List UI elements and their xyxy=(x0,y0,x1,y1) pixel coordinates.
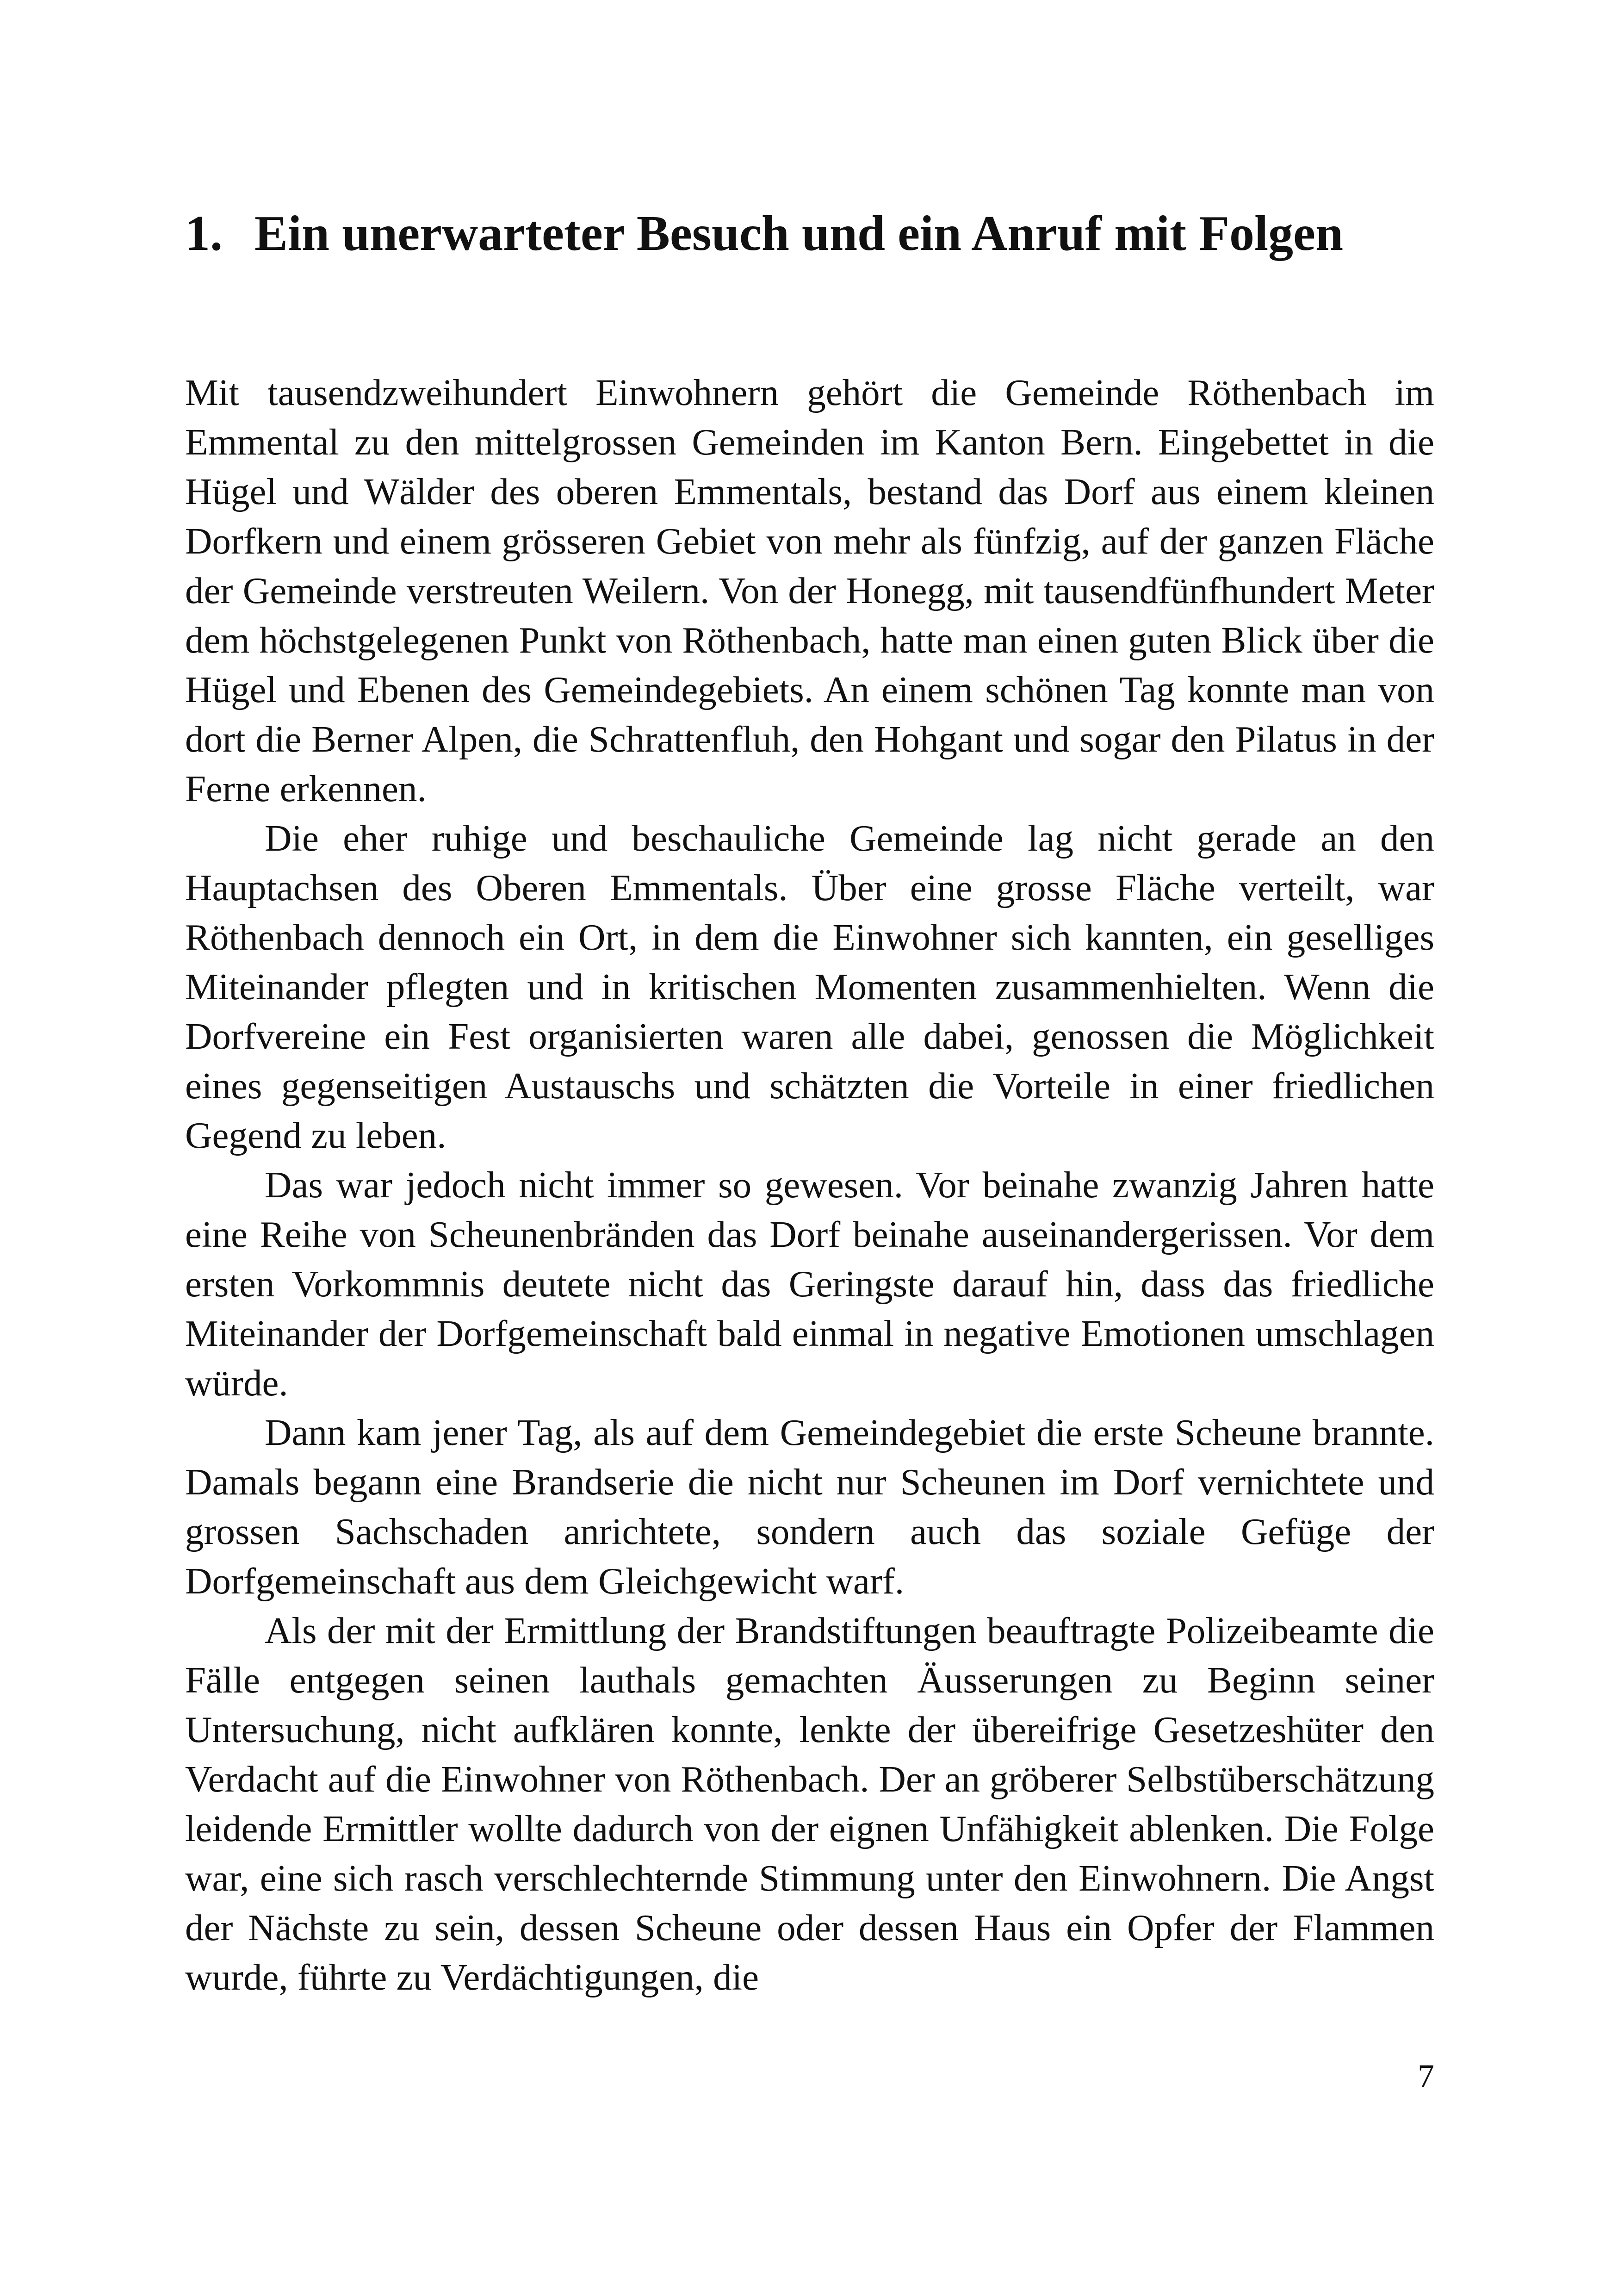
paragraph-1: Mit tausendzweihundert Einwohnern gehört die Gemeinde Röthenbach im Emmental zu den mittelgrossen Gemeinden im Kanton Bern. Eingebettet in die Hügel und Wälder des oberen Emmentals, bestand das Dorf aus einem kleinen Dorfkern und einem grösseren Gebiet von mehr als fünfzig, auf der ganzen Fläche der Gemeinde verstreuten Weilern. Von der Honegg, mit tausendfünfhundert Meter dem höchstgelegenen Punkt von Röthenbach, hatte man einen guten Blick über die Hügel und Ebenen des Gemeindegebiets. An einem schönen Tag konnte man von dort die Berner Alpen, die Schrattenfluh, den Hohgant und sogar den Pilatus in der Ferne erkennen. xyxy=(185,372,1434,809)
chapter-title: Ein unerwarteter Besuch und ein Anruf mit Folgen xyxy=(254,206,1344,261)
paragraph-2: Die eher ruhige und beschauliche Gemeinde lag nicht gerade an den Hauptachsen des Oberen Emmentals. Über eine grosse Fläche verteilt, war Röthenbach dennoch ein Ort, in dem die Einwohner sich kannten, ein geselliges Miteinander pflegten und in kritischen Momenten zusammenhielten. Wenn die Dorfvereine ein Fest organisierten waren alle dabei, genossen die Möglichkeit eines gegenseitigen Austauschs und schätzten die Vorteile in einer friedlichen Gegend zu leben. xyxy=(185,817,1434,1156)
paragraph-3: Das war jedoch nicht immer so gewesen. Vor beinahe zwanzig Jahren hatte eine Reihe von Scheunenbränden das Dorf beinahe auseinandergerissen. Vor dem ersten Vorkommnis deutete nicht das Geringste darauf hin, dass das friedliche Miteinander der Dorfgemeinschaft bald einmal in negative Emotionen umschlagen würde. xyxy=(185,1164,1434,1404)
chapter-heading xyxy=(185,204,1434,264)
body-text xyxy=(185,368,1434,2002)
paragraph-4: Dann kam jener Tag, als auf dem Gemeindegebiet die erste Scheune brannte. Damals begann eine Brandserie die nicht nur Scheunen im Dorf vernichtete und grossen Sachschaden anrichtete, sondern auch das soziale Gefüge der Dorfgemeinschaft aus dem Gleichgewicht warf. xyxy=(185,1412,1434,1602)
page-number: 7 xyxy=(1418,2058,1434,2095)
chapter-number: 1. xyxy=(185,206,223,261)
paragraph-5: Als der mit der Ermittlung der Brandstiftungen beauftragte Polizeibeamte die Fälle entgegen seinen lauthals gemachten Äusserungen zu Beginn seiner Untersuchung, nicht aufklären konnte, lenkte der übereifrige Gesetzeshüter den Verdacht auf die Einwohner von Röthenbach. Der an gröberer Selbstüberschätzung leidende Ermittler wollte dadurch von der eignen Unfähigkeit ablenken. Die Folge war, eine sich rasch verschlechternde Stimmung unter den Einwohnern. Die Angst der Nächste zu sein, dessen Scheune oder dessen Haus ein Opfer der Flammen wurde, führte zu Verdächtigungen, die xyxy=(185,1610,1434,1998)
